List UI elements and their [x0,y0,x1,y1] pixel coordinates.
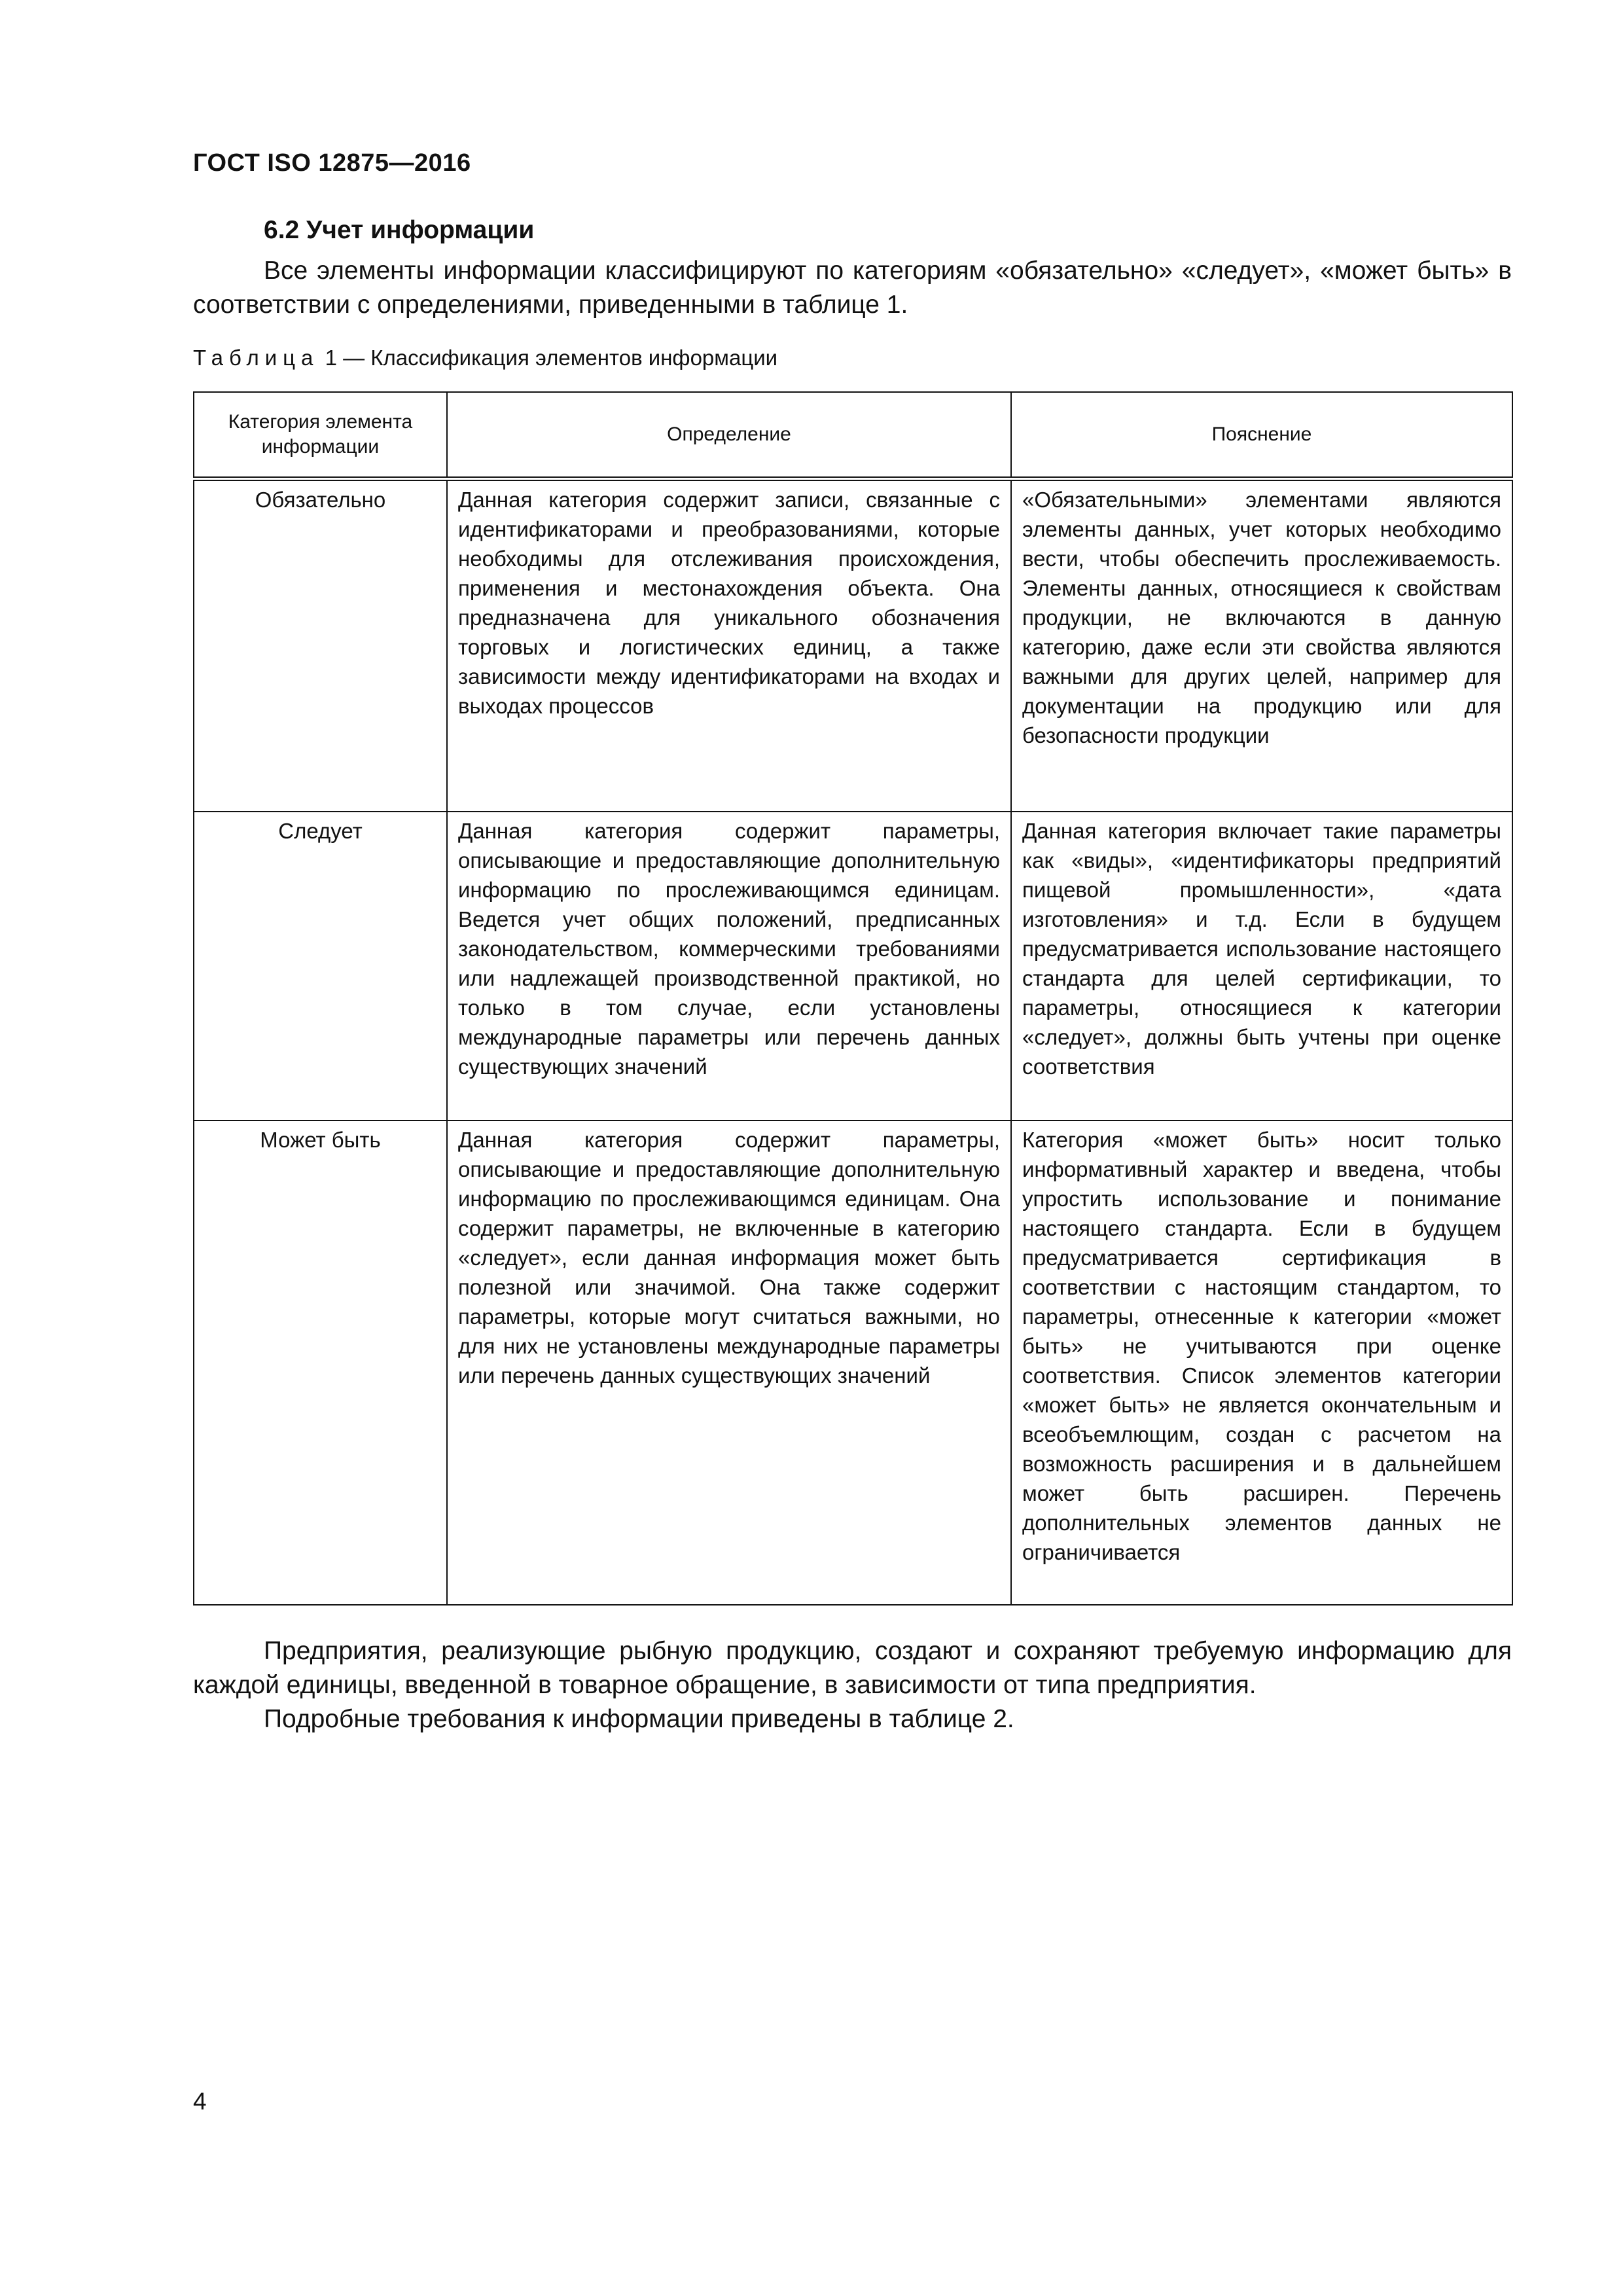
table-caption-text: 1 — Классификация элементов информации [325,346,778,370]
table-row [194,1121,1512,1605]
cell-explanation: «Обязательными» элементами являются элементы данных, учет которых необходимо вести, чтобы обеспечить прослеживаемость. Элементы данных, относящиеся к свойствам продукции, не включаются в данную категорию, даже если эти свойства являются важными для других целей, например для документации на продукцию или для безопасности продукции [1011,479,1512,812]
closing-paragraph: Предприятия, реализующие рыбную продукцию, создают и сохраняют требуемую информацию для каждой единицы, введенной в товарное обращение, в зависимости от типа предприятия. [193,1636,1512,1699]
header-definition: Определение [447,392,1011,479]
table-caption-prefix: Таблица [193,346,319,370]
cell-category: Обязательно [194,479,447,812]
cell-definition: Данная категория содержит параметры, описывающие и предоставляющие дополнительную информацию по прослеживающимся единицам. Ведется учет общих положений, предписанных законодательством, коммерческими требованиями или надлежащей производственной практикой, но только в том случае, если установлены международные параметры или перечень данных существующих значений [447,812,1011,1121]
table-caption [193,346,1512,370]
intro-paragraph: Все элементы информации классифицируют по категориям «обязательно» «следует», «может быть» в соответствии с определениями, приведенными в таблице 1. [193,257,1512,319]
cell-category: Следует [194,812,447,1121]
cell-definition: Данная категория содержит записи, связанные с идентификаторами и преобразованиями, которые необходимы для отслеживания происхождения, применения и местонахождения объекта. Она предназначена для уникального обозначения торговых и логистических единиц, а также зависимости между идентификаторами на входах и выходах процессов [447,479,1011,812]
section-title: 6.2 Учет информации [264,216,535,244]
header-category: Категория элемента информации [194,392,447,479]
cell-explanation: Категория «может быть» носит только информативный характер и введена, чтобы упростить использование и понимание настоящего стандарта. Если в будущем предусматривается сертификация в соответствии с настоящим стандартом, то параметры, отнесенные к категории «может быть» не учитываются при оценке соответствия. Список элементов категории «может быть» не является окончательным и всеобъемлющим, создан с расчетом на возможность расширения и в дальнейшем может быть расширен. Перечень дополнительных элементов данных не ограничивается [1011,1121,1512,1605]
classification-table [193,391,1513,1605]
cell-category: Может быть [194,1121,447,1605]
page-number: 4 [193,2088,207,2115]
header-explanation: Пояснение [1011,392,1512,479]
cell-definition: Данная категория содержит параметры, описывающие и предоставляющие дополнительную информацию по прослеживающимся единицам. Она содержит параметры, не включенные в категорию «следует», если данная информация может быть полезной или значимой. Она также содержит параметры, которые могут считаться важными, но для них не установлены международные параметры или перечень данных существующих значений [447,1121,1011,1605]
table-row [194,479,1512,812]
after-table-text [193,1634,1512,1736]
reference-paragraph: Подробные требования к информации приведены в таблице 2. [264,1704,1014,1733]
table-header-row [194,392,1512,479]
document-body [193,216,1512,1736]
table-row [194,812,1512,1121]
document-header: ГОСТ ISO 12875—2016 [193,149,471,177]
cell-explanation: Данная категория включает такие параметры как «виды», «идентификаторы предприятий пищевой промышленности», «дата изготовления» и т.д. Если в будущем предусматривается использование настоящего стандарта для целей сертификации, то параметры, относящиеся к категории «следует», должны быть учтены при оценке соответствия [1011,812,1512,1121]
